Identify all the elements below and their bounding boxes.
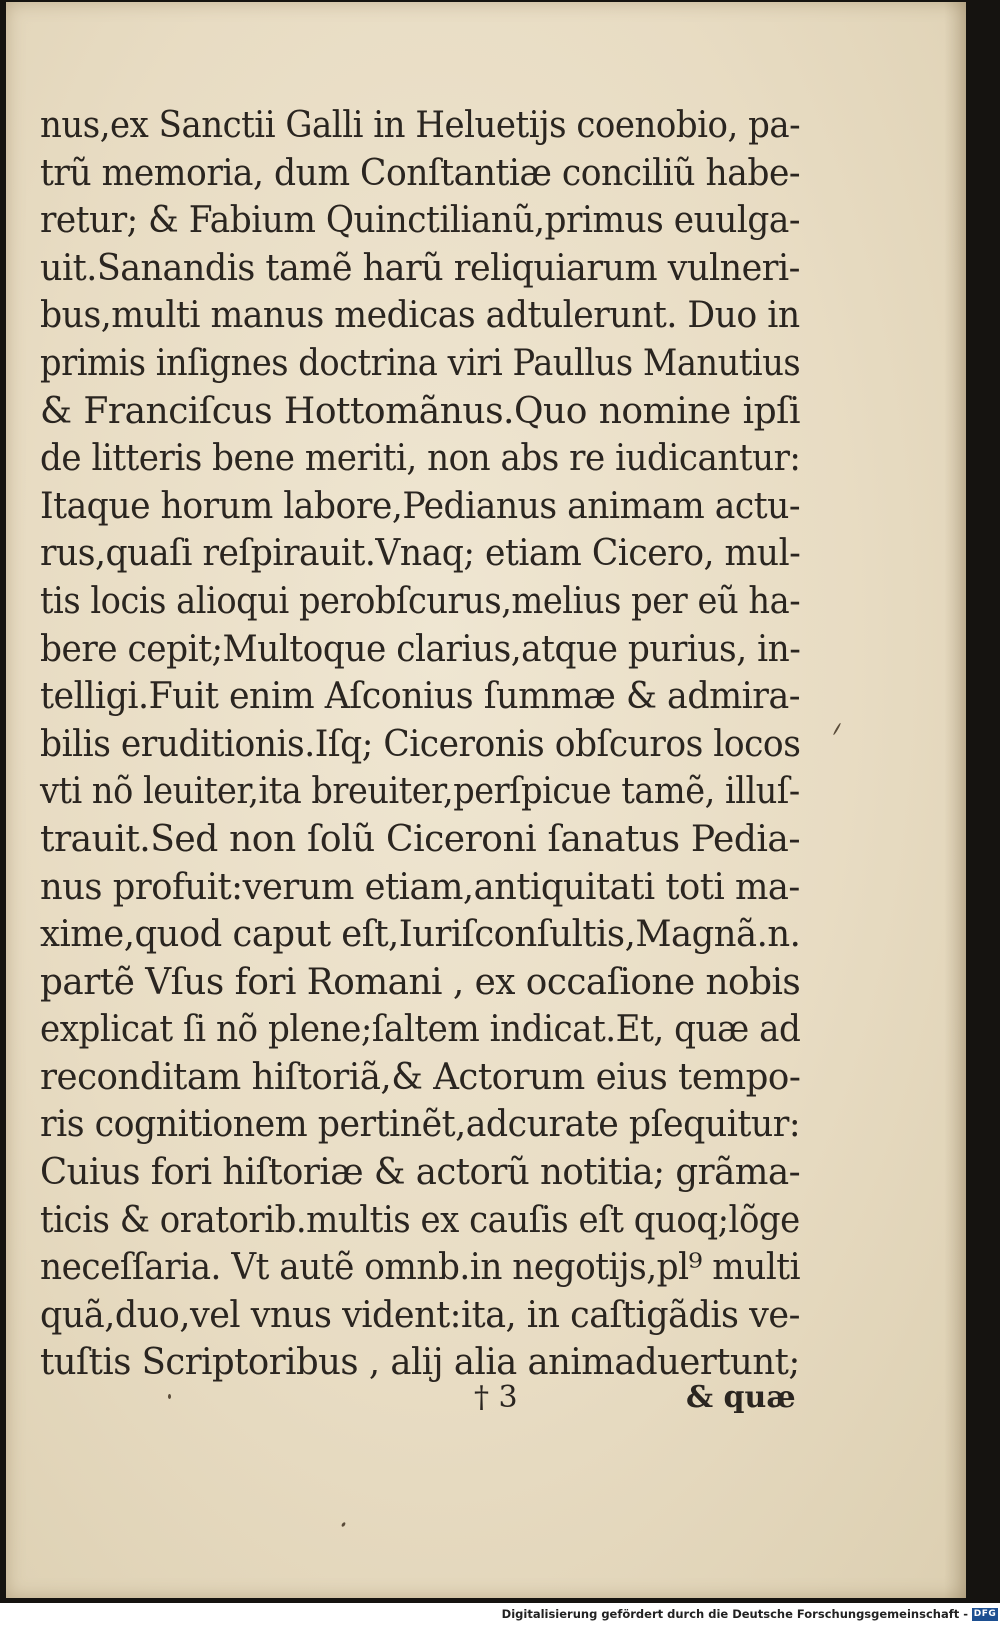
text-line: retur; & Fabium Quinctilianũ,primus euulga- [40, 200, 800, 242]
text-line: primis inſignes doctrina viri Paullus Manutius [40, 342, 801, 384]
text-line: ticis & oratorib.multis ex cauſis eſt quoq;lõge [40, 1199, 800, 1241]
text-line: uit.Sanandis tamẽ harũ reliquiarum vulneri- [40, 247, 800, 289]
dfg-logo-icon: DFG [973, 1609, 997, 1619]
text-line: vti nõ leuiter,ita breuiter,perſpicue tamẽ, illuſ- [40, 771, 800, 813]
text-line: telligi.Fuit enim Aſconius ſummæ & admira- [40, 676, 800, 718]
ink-speck [168, 1394, 171, 1399]
text-line: Itaque horum labore,Pedianus animam actu- [40, 485, 801, 527]
page-foot-line [6, 1380, 966, 1420]
text-line: nus,ex Sanctii Galli in Heluetijs coenobio, pa- [40, 105, 801, 146]
text-line: trũ memoria, dum Conſtantiæ conciliũ habe- [40, 152, 801, 194]
text-line: nus profuit:verum etiam,antiquitati toti ma- [40, 866, 800, 908]
text-line: xime,quod caput eſt,Iuriſconſultis,Magnã.n. [40, 914, 801, 956]
credit-text: Digitalisierung gefördert durch die Deutsche Forschungsgemeinschaft - [501, 1607, 968, 1621]
ink-speck [341, 1522, 346, 1528]
text-line: de litteris bene meriti, non abs re iudicantur: [40, 438, 801, 480]
text-line: quã,duo,vel vnus vident:ita, in caſtigãdis ve- [40, 1294, 800, 1336]
text-line: partẽ Vſus fori Romani , ex occaſione nobis [40, 961, 801, 1003]
text-line: bus,multi manus medicas adtulerunt. Duo in [40, 295, 800, 337]
text-line: Cuius fori hiſtoriæ & actorũ notitia; grãma- [40, 1152, 801, 1194]
body-text [40, 102, 800, 1387]
book-page [6, 2, 966, 1598]
text-line: explicat ſi nõ plene;ſaltem indicat.Et, quæ ad [40, 1009, 801, 1051]
signature-mark: † 3 [474, 1380, 518, 1415]
digitization-credit [502, 1605, 998, 1623]
text-line: reconditam hiſtoriã,& Actorum eius tempo- [40, 1056, 801, 1098]
ink-speck [833, 722, 842, 735]
text-line: trauit.Sed non ſolũ Ciceroni ſanatus Pedia- [40, 818, 800, 860]
text-line: & Franciſcus Hottomãnus.Quo nomine ipſi [40, 390, 800, 432]
text-line: tis locis alioqui perobſcurus,melius per eũ ha- [40, 580, 801, 622]
text-line: ris cognitionem pertinẽt,adcurate pſequitur: [40, 1104, 801, 1146]
catchword: & quæ [686, 1380, 796, 1415]
text-line: neceſſaria. Vt autẽ omnb.in negotijs,pl⁹ multi [40, 1247, 801, 1289]
text-line: tuſtis Scriptoribus , alij alia animaduertunt; [40, 1342, 800, 1384]
text-line: bilis eruditionis.Iſq; Ciceronis obſcuros locos [40, 723, 801, 765]
text-line: rus,quaſi reſpirauit.Vnaq; etiam Cicero, mul- [40, 533, 801, 575]
text-line: bere cepit;Multoque clarius,atque purius, in- [40, 628, 801, 670]
